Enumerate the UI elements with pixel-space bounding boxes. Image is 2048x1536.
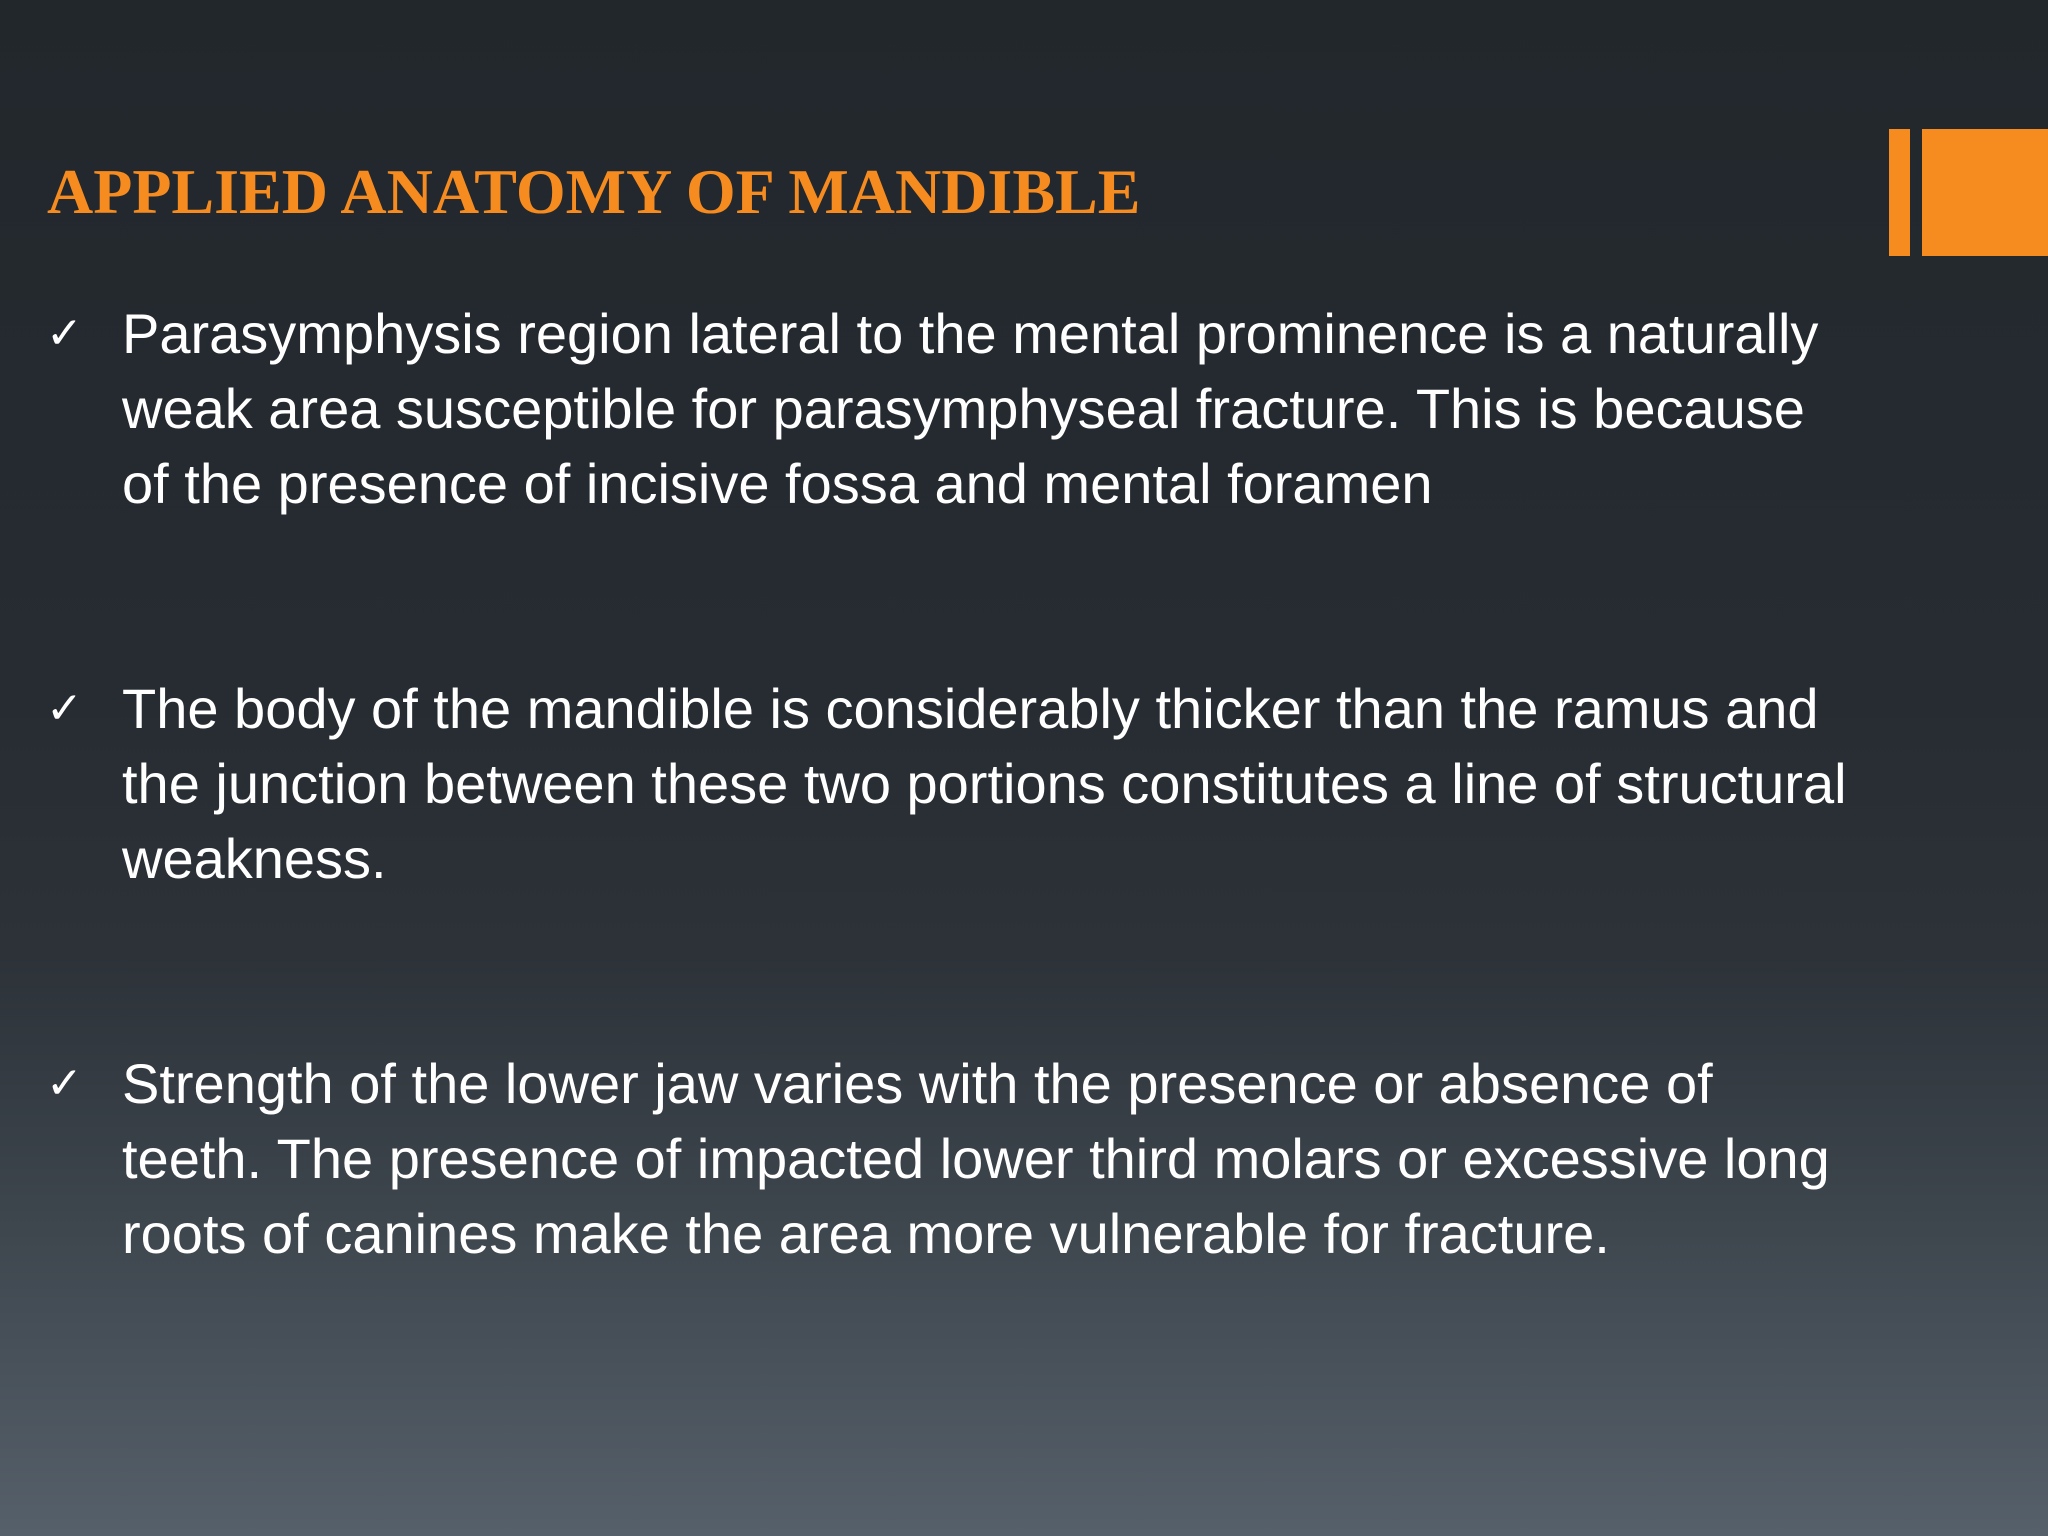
check-icon: ✓ <box>46 1058 83 1109</box>
slide-title: APPLIED ANATOMY OF MANDIBLE <box>47 156 1141 227</box>
check-icon: ✓ <box>46 308 83 359</box>
accent-bar-block <box>1922 129 2048 256</box>
check-icon: ✓ <box>46 683 83 734</box>
bullet-item <box>46 1046 1856 1271</box>
bullet-text: The body of the mandible is considerably thicker than the ramus and the junction between these two portions constitutes a line of structural weakness. <box>122 677 1847 890</box>
accent-bar-thin <box>1889 129 1910 256</box>
bullet-text: Parasymphysis region lateral to the mental prominence is a naturally weak area susceptible for parasymphyseal fracture. This is because of the presence of incisive fossa and mental foramen <box>122 302 1819 515</box>
bullet-item <box>46 671 1856 896</box>
bullet-item <box>46 296 1856 521</box>
bullet-text: Strength of the lower jaw varies with the presence or absence of teeth. The presence of impacted lower third molars or excessive long roots of canines make the area more vulnerable for fracture. <box>122 1052 1830 1265</box>
